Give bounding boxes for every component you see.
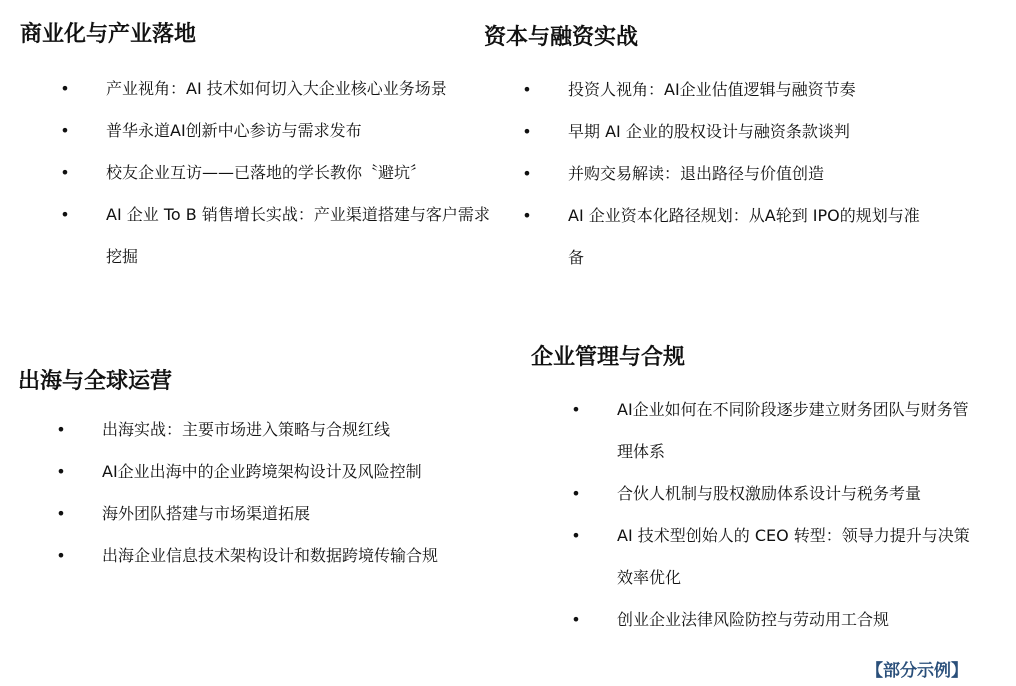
list-item-text: 出海企业信息技术架构设计和数据跨境传输合规 xyxy=(102,546,439,565)
list-item xyxy=(522,195,924,279)
bullet-icon: • xyxy=(56,462,66,481)
bullet-icon: • xyxy=(60,205,70,224)
section-management-compliance xyxy=(531,343,971,641)
section-capital-financing xyxy=(484,23,924,279)
bullet-icon: • xyxy=(60,79,70,98)
list-item-text: 早期 AI 企业的股权设计与融资条款谈判 xyxy=(568,122,850,141)
bullet-icon: • xyxy=(571,610,581,629)
item-list xyxy=(522,69,924,279)
list-item xyxy=(571,389,971,473)
list-item xyxy=(60,110,490,152)
list-item xyxy=(56,451,508,493)
list-item-text: AI企业出海中的企业跨境架构设计及风险控制 xyxy=(102,462,422,481)
list-item xyxy=(571,473,971,515)
section-overseas-global xyxy=(18,367,508,577)
section-commercialization xyxy=(20,20,490,278)
list-item-text: AI企业如何在不同阶段逐步建立财务团队与财务管理体系 xyxy=(617,400,969,461)
list-item-text: 产业视角：AI 技术如何切入大企业核心业务场景 xyxy=(106,79,447,98)
item-list xyxy=(56,409,508,577)
list-item-text: 合伙人机制与股权激励体系设计与税务考量 xyxy=(617,484,922,503)
list-item xyxy=(56,409,508,451)
list-item xyxy=(60,152,490,194)
list-item xyxy=(571,515,971,599)
item-list xyxy=(571,389,971,641)
bullet-icon: • xyxy=(571,400,581,419)
section-title: 资本与融资实战 xyxy=(484,25,639,50)
section-title: 商业化与产业落地 xyxy=(20,22,197,47)
list-item-text: 出海实战：主要市场进入策略与合规红线 xyxy=(102,420,391,439)
bullet-icon: • xyxy=(522,122,532,141)
list-item xyxy=(60,68,490,110)
list-item xyxy=(522,69,924,111)
list-item-text: AI 企业资本化路径规划：从A轮到 IPO的规划与准备 xyxy=(568,206,920,267)
list-item-text: 校友企业互访——已落地的学长教你〝避坑〞 xyxy=(106,163,427,182)
list-item-text: 海外团队搭建与市场渠道拓展 xyxy=(102,504,311,523)
bullet-icon: • xyxy=(571,526,581,545)
list-item xyxy=(60,194,490,278)
list-item xyxy=(522,111,924,153)
bullet-icon: • xyxy=(60,163,70,182)
item-list xyxy=(60,68,490,278)
bullet-icon: • xyxy=(56,546,66,565)
bullet-icon: • xyxy=(56,504,66,523)
list-item xyxy=(522,153,924,195)
bullet-icon: • xyxy=(522,164,532,183)
section-title: 企业管理与合规 xyxy=(531,345,686,370)
bullet-icon: • xyxy=(522,80,532,99)
list-item-text: 并购交易解读：退出路径与价值创造 xyxy=(568,164,825,183)
bullet-icon: • xyxy=(571,484,581,503)
list-item-text: 创业企业法律风险防控与劳动用工合规 xyxy=(617,610,890,629)
list-item xyxy=(571,599,971,641)
bullet-icon: • xyxy=(56,420,66,439)
section-title: 出海与全球运营 xyxy=(18,369,173,394)
bullet-icon: • xyxy=(60,121,70,140)
list-item-text: AI 技术型创始人的 CEO 转型：领导力提升与决策效率优化 xyxy=(617,526,970,587)
list-item xyxy=(56,493,508,535)
bullet-icon: • xyxy=(522,206,532,225)
list-item-text: 投资人视角：AI企业估值逻辑与融资节奏 xyxy=(568,80,856,99)
list-item-text: 普华永道AI创新中心参访与需求发布 xyxy=(106,121,362,140)
partial-examples-tag: 【部分示例】 xyxy=(866,661,968,681)
list-item xyxy=(56,535,508,577)
list-item-text: AI 企业 To B 销售增长实战：产业渠道搭建与客户需求挖掘 xyxy=(106,205,490,266)
